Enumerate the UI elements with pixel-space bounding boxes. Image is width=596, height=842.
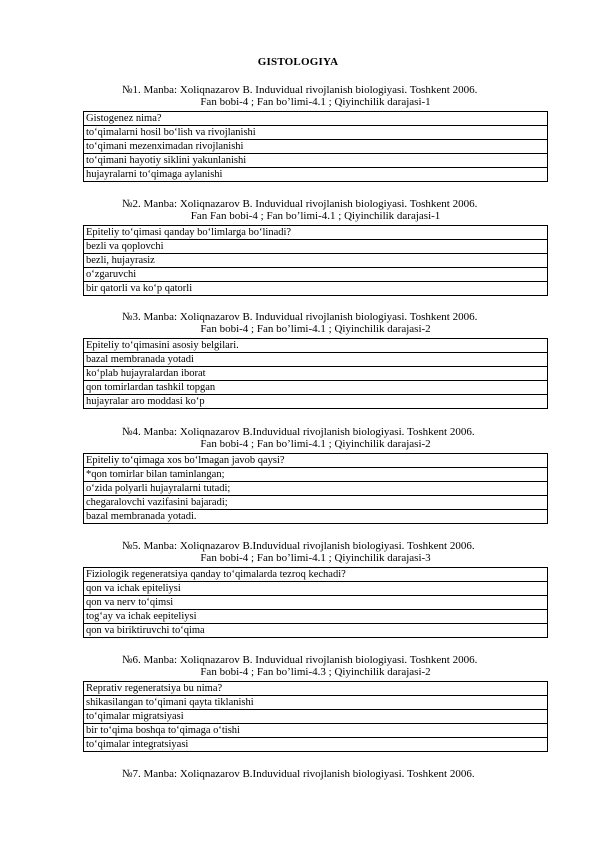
question-source: №7. Manba: Xoliqnazarov B.Induvidual rivojlanish biologiyasi. Toshkent 2006. <box>122 768 475 780</box>
answer-option: bir qatorli va ko‘p qatorli <box>84 282 548 296</box>
question-block-6 <box>83 654 548 752</box>
table-row <box>84 624 548 638</box>
question-table <box>83 225 548 296</box>
question-text: Epiteliy to‘qimasini asosiy belgilari. <box>84 339 548 353</box>
question-text: Epiteliy to‘qimasi qanday bo‘limlarga bo‘linadi? <box>84 226 548 240</box>
question-text: Epiteliy to‘qimaga xos bo‘lmagan javob qaysi? <box>84 454 548 468</box>
answer-option: bazal membranada yotadi <box>84 353 548 367</box>
table-row <box>84 240 548 254</box>
answer-option: to‘qimalar integratsiyasi <box>84 738 548 752</box>
table-row <box>84 339 548 353</box>
table-row <box>84 112 548 126</box>
question-source: №2. Manba: Xoliqnazarov B. Induvidual rivojlanish biologiyasi. Toshkent 2006. <box>122 198 478 210</box>
question-block-1 <box>83 84 548 182</box>
answer-option: bazal membranada yotadi. <box>84 510 548 524</box>
answer-option: to‘qimani hayotiy siklini yakunlanishi <box>84 154 548 168</box>
question-block-5 <box>83 540 548 638</box>
answer-option: chegaralovchi vazifasini bajaradi; <box>84 496 548 510</box>
table-row <box>84 268 548 282</box>
question-block-2 <box>83 198 548 296</box>
question-source: №5. Manba: Xoliqnazarov B.Induvidual rivojlanish biologiyasi. Toshkent 2006. <box>122 540 475 552</box>
question-table <box>83 453 548 524</box>
table-row <box>84 282 548 296</box>
table-row <box>84 582 548 596</box>
question-table <box>83 338 548 409</box>
table-row <box>84 710 548 724</box>
question-meta: Fan bobi-4 ; Fan bo’limi-4.1 ; Qiyinchilik darajasi-2 <box>200 438 431 450</box>
table-row <box>84 568 548 582</box>
answer-option: bir to‘qima boshqa to‘qimaga o‘tishi <box>84 724 548 738</box>
answer-option: o‘zida polyarli hujayralarni tutadi; <box>84 482 548 496</box>
answer-option: hujayralarni to‘qimaga aylanishi <box>84 168 548 182</box>
answer-option: qon va biriktiruvchi to‘qima <box>84 624 548 638</box>
question-table <box>83 681 548 752</box>
question-source: №1. Manba: Xoliqnazarov B. Induvidual rivojlanish biologiyasi. Toshkent 2006. <box>122 84 478 96</box>
answer-option: qon va ichak epiteliysi <box>84 582 548 596</box>
answer-option: qon va nerv to‘qimsi <box>84 596 548 610</box>
question-block-3 <box>83 311 548 409</box>
question-text: Gistogenez nima? <box>84 112 548 126</box>
answer-option: o‘zgaruvchi <box>84 268 548 282</box>
question-table <box>83 567 548 638</box>
question-block-4 <box>83 426 548 524</box>
answer-option: shikasilangan to‘qimani qayta tiklanishi <box>84 696 548 710</box>
question-table <box>83 111 548 182</box>
table-row <box>84 696 548 710</box>
table-row <box>84 126 548 140</box>
table-row <box>84 482 548 496</box>
table-row <box>84 395 548 409</box>
answer-option: ko‘plab hujayralardan iborat <box>84 367 548 381</box>
answer-option: *qon tomirlar bilan taminlangan; <box>84 468 548 482</box>
question-meta: Fan bobi-4 ; Fan bo’limi-4.3 ; Qiyinchilik darajasi-2 <box>200 666 431 678</box>
table-row <box>84 168 548 182</box>
answer-option: bezli va qoplovchi <box>84 240 548 254</box>
question-block-7 <box>83 768 548 780</box>
question-source: №3. Manba: Xoliqnazarov B. Induvidual rivojlanish biologiyasi. Toshkent 2006. <box>122 311 478 323</box>
question-meta: Fan Fan bobi-4 ; Fan bo’limi-4.1 ; Qiyinchilik darajasi-1 <box>190 210 441 222</box>
answer-option: qon tomirlardan tashkil topgan <box>84 381 548 395</box>
table-row <box>84 510 548 524</box>
table-row <box>84 154 548 168</box>
table-row <box>84 454 548 468</box>
table-row <box>84 596 548 610</box>
table-row <box>84 468 548 482</box>
answer-option: to‘qimani mezenximadan rivojlanishi <box>84 140 548 154</box>
answer-option: to‘qimalarni hosil bo‘lish va rivojlanishi <box>84 126 548 140</box>
table-row <box>84 381 548 395</box>
table-row <box>84 226 548 240</box>
answer-option: to‘qimalar migratsiyasi <box>84 710 548 724</box>
table-row <box>84 682 548 696</box>
table-row <box>84 254 548 268</box>
question-source: №6. Manba: Xoliqnazarov B. Induvidual rivojlanish biologiyasi. Toshkent 2006. <box>122 654 478 666</box>
question-text: Fiziologik regeneratsiya qanday to‘qimalarda tezroq kechadi? <box>84 568 548 582</box>
answer-option: hujayralar aro moddasi ko‘p <box>84 395 548 409</box>
answer-option: bezli, hujayrasiz <box>84 254 548 268</box>
table-row <box>84 496 548 510</box>
question-meta: Fan bobi-4 ; Fan bo’limi-4.1 ; Qiyinchilik darajasi-1 <box>200 96 431 108</box>
page-title: GISTOLOGIYA <box>257 56 339 68</box>
question-source: №4. Manba: Xoliqnazarov B.Induvidual rivojlanish biologiyasi. Toshkent 2006. <box>122 426 475 438</box>
answer-option: tog‘ay va ichak eepiteliysi <box>84 610 548 624</box>
table-row <box>84 738 548 752</box>
question-text: Reprativ regeneratsiya bu nima? <box>84 682 548 696</box>
table-row <box>84 724 548 738</box>
table-row <box>84 367 548 381</box>
question-meta: Fan bobi-4 ; Fan bo’limi-4.1 ; Qiyinchilik darajasi-2 <box>200 323 431 335</box>
question-meta: Fan bobi-4 ; Fan bo’limi-4.1 ; Qiyinchilik darajasi-3 <box>200 552 431 564</box>
table-row <box>84 610 548 624</box>
table-row <box>84 140 548 154</box>
table-row <box>84 353 548 367</box>
